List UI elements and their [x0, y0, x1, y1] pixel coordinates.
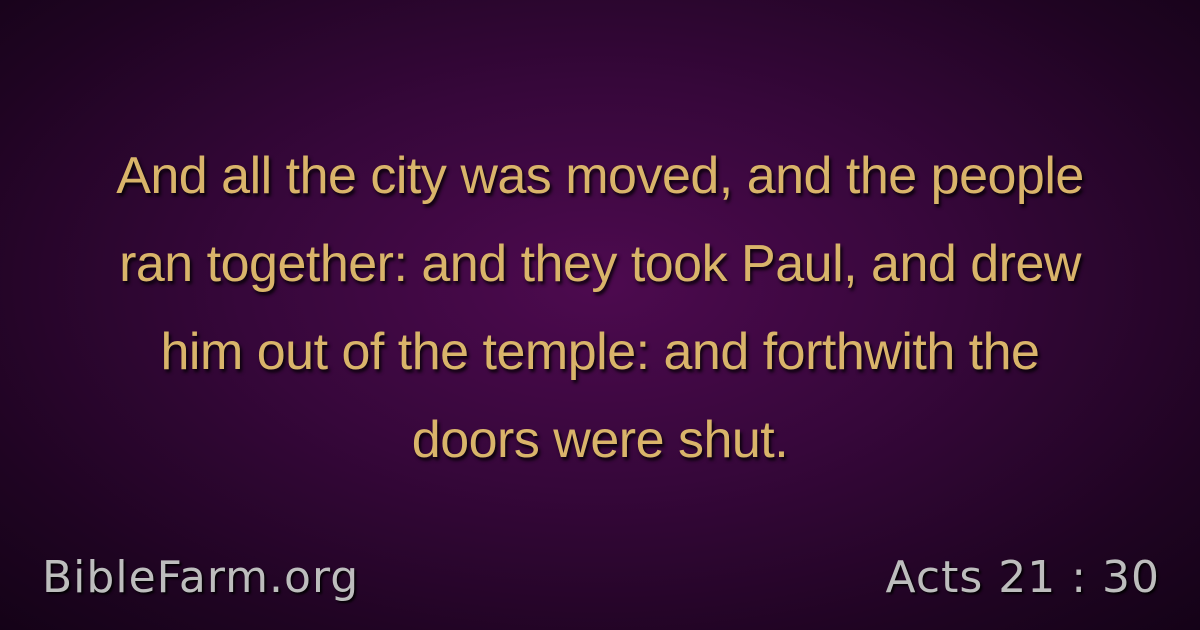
- verse-text: [40, 132, 1160, 484]
- verse-reference: Acts 21 : 30: [885, 552, 1160, 603]
- verse-line: doors were shut.: [411, 411, 789, 469]
- verse-line: And all the city was moved, and the people: [116, 147, 1084, 205]
- verse-line: him out of the temple: and forthwith the: [160, 323, 1040, 381]
- site-name: BibleFarm.org: [42, 552, 360, 603]
- verse-line: ran together: and they took Paul, and drew: [119, 235, 1081, 293]
